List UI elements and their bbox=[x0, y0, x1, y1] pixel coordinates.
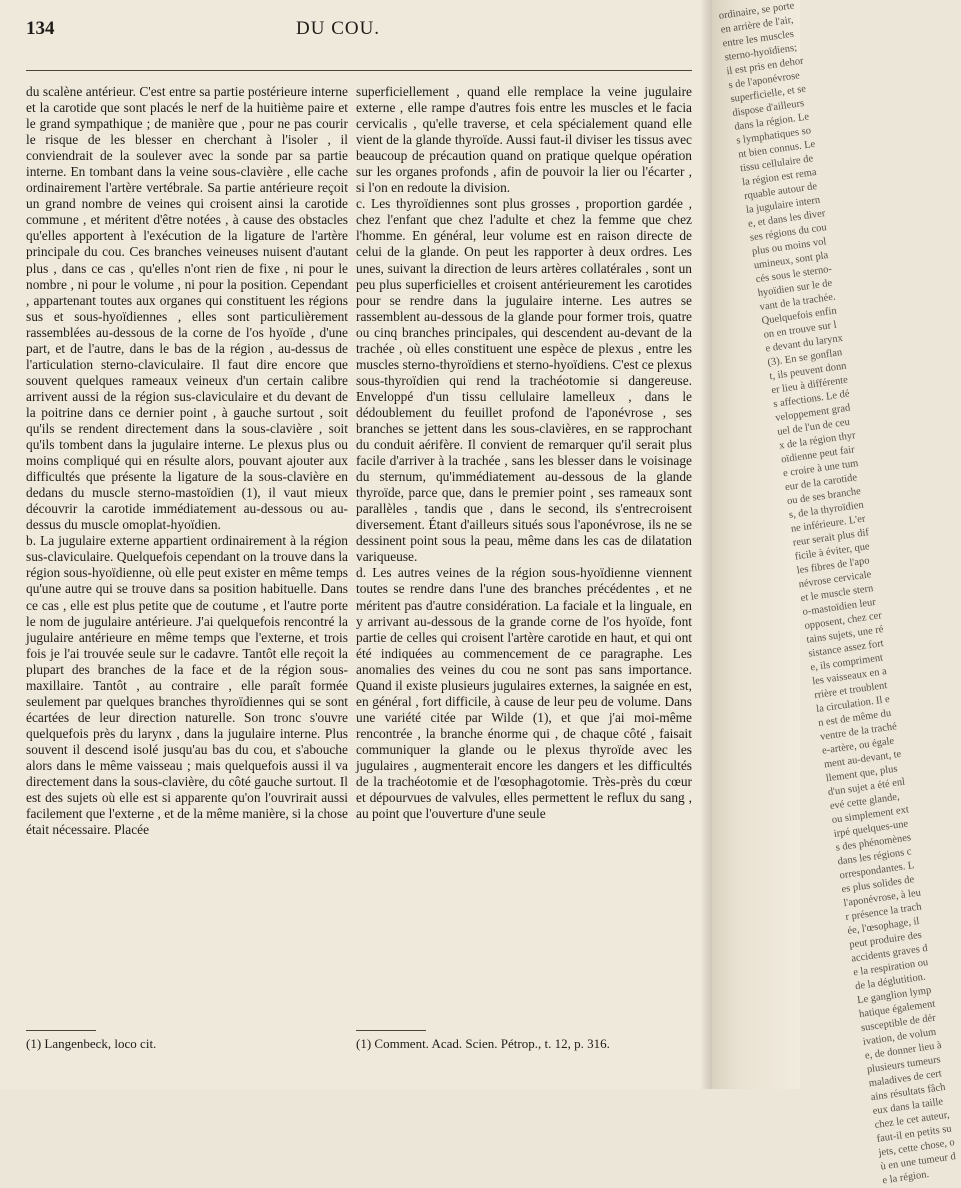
page-number: 134 bbox=[26, 18, 55, 39]
right-paragraph: d. Les autres veines de la région sous-hyoïdienne viennent toutes se rendre dans l'une des branches précédentes , et ne méritent pas d'autre considération. La faciale et la linguale, en y arrivant au-dessous de la grande corne de l'os hyoïde, font partie de celles qui croisent l'artère carotide en haut, et qui ont été indiquées au commencement de ce paragraphe. Les anomalies des veines du cou ne sont pas sans importance. Quand il existe plusieurs jugulaires externes, la saignée en est, en général , fort difficile, à cause de leur peu de volume. Dans une variété citée par Wilde (1), et que j'ai moi-même rencontrée , la branche énorme qui , de chaque côté , faisait communiquer la glande ou le plexus thyroïde avec les jugulaires , augmenterait encore les dangers et les difficultés de la trachéotomie et de l'œsophagotomie. Très-près du cœur et dépourvues de valvules, elles permettent le reflux du sang , au point que l'ouverture d'une seule bbox=[356, 565, 692, 822]
right-column bbox=[356, 84, 692, 822]
right-paragraph: superficiellement , quand elle remplace la veine jugulaire externe , elle rampe d'autres fois entre les muscles et le facia cervicalis , qu'elle traverse, et cela spécialement quand elle vient de la glande thyroïde. Aussi faut-il diviser les tissus avec beaucoup de précaution quand on pratique quelque opération sur les organes profonds , afin de pouvoir la lier ou l'écarter , si l'on en redoute la division. bbox=[356, 84, 692, 196]
header-rule bbox=[26, 70, 692, 71]
footnote-rule-left bbox=[26, 1030, 96, 1031]
page-header bbox=[26, 18, 694, 52]
footnote-right: (1) Comment. Acad. Scien. Pétrop., t. 12, p. 316. bbox=[356, 1036, 610, 1051]
footnote-left: (1) Langenbeck, loco cit. bbox=[26, 1036, 157, 1051]
left-column bbox=[26, 84, 348, 838]
running-title: DU COU. bbox=[296, 18, 381, 39]
left-paragraph: b. La jugulaire externe appartient ordinairement à la région sus-claviculaire. Quelquefois cependant on la trouve dans la région sous-hyoïdienne, où elle peut exister en même temps qu'une autre qui se trouve dans sa position habituelle. Dans ce cas , elle est plus petite que de coutume , et l'autre porte le nom de jugulaire antérieure. J'ai quelquefois rencontré la jugulaire antérieure en même temps que l'externe, et trois fois je l'ai trouvée seule sur le cadavre. Tantôt elle reçoit la plupart des branches de la face et de la région sous-maxillaire. Tantôt , au contraire , elle paraît formée seulement par quelques branches thyroïdiennes qui se sont écartées de leur direction naturelle. Son tronc s'ouvre quelquefois près du larynx , dans la jugulaire interne. Plus souvent il descend isolé jusqu'au bas du cou, et s'abouche alors dans le même vaisseau ; mais quelquefois aussi il va directement dans la sous-clavière, du côté gauche surtout. Il est des sujets où elle est si apparente qu'on l'ouvrirait aussi facilement que l'externe , et de la même manière, si la chose était nécessaire. Placée bbox=[26, 533, 349, 838]
facing-page-text: ordinaire, se porte en arrière de l'air, entre les muscles sterno-hyoïdiens; il est pris en dehors de l'aponévrose superficielle, et se dispose d'ailleurs dans la région. Les lymphatiques sont bien connus. Le tissu cellulaire de la région est remarquable autour de la jugulaire interne, et dans les diverses régions du cou plus ou moins volumineux, sont placés sous le sterno-hyoïdien sur le devant de la trachée. Quelquefois enfin on en trouve sur le devant du larynx (3). En se gonflant, ils peuvent donner lieu à différentes affections. Le développement graduel de l'un de ceux de la région thyroïdienne peut faire croire à une tumeur de la carotide ou de ses branches, de la thyroïdienne inférieure. L'erreur serait plus difficile à éviter, que les fibres de l'aponévrose cervicale et le muscle sterno-mastoïdien leur opposent, chez certains sujets, une résistance assez forte, ils compriment les vaisseaux en arrière et troublent la circulation. Il en est de même du ventre de la trachée-artère, ou également au-devant, tellement que, plus d'un sujet a été enlevé cette glande, ou simplement extirpé quelques-unes des phénomènes dans les régions correspondantes. Les plus solides de l'aponévrose, à leur présence la trachée, l'œsophage, il peut produire des accidents graves de la respiration ou de la déglutition. Le ganglion lymphatique également susceptible de dérivation, de volume, de donner lieu à plusieurs tumeurs maladives de certains résultats fâcheux dans la taille chez le cet auteur, faut-il en petits sujets, cette chose, où en une tumeur de la région. bbox=[718, 0, 957, 1187]
left-paragraph: du scalène antérieur. C'est entre sa partie postérieure interne et la carotide que sont placés le nerf de la huitième paire et le grand sympathique ; de manière que , pour ne pas courir le risque de les blesser en cherchant à l'isoler , il conviendrait de la soulever avec la sonde par sa partie interne. En tombant dans la veine sous-clavière , elle cache ordinairement l'artère vertébrale. Sa partie antérieure reçoit un grand nombre de veines qui croisent ainsi la carotide commune , et méritent d'être notées , à cause des obstacles qu'elles apportent à l'exécution de la ligature de l'artère principale du cou. Ces branches veineuses nuisent d'autant plus , dans ce cas , qu'elles n'ont rien de fixe , ni pour le nombre , ni pour le volume , ni pour la position. Cependant , appartenant toutes aux organes qui constituent les régions sus et sous-hyoïdiennes , elles sont particulièrement rassemblées au-dessous de la corne de l'os hyoïde , d'une part, et de l'autre, dans le bas de la région , au-dessus de l'articulation sterno-claviculaire. Il faut dire encore que souvent quelques rameaux veineux d'un certain calibre arrivent aussi de la région sus-claviculaire et du devant de la poitrine dans ce dernier point , à gauche surtout , soit qu'ils se rendent directement dans la sous-clavière , soit qu'ils tombent dans la jugulaire interne. Le plexus plus ou moins compliqué qui en résulte alors, pouvant ajouter aux difficultés que présente la ligature de la sous-clavière en dedans du muscle sterno-mastoïdien (1), il vaut mieux découvrir la carotide immédiatement au-dessous ou au-dessus du muscle omoplat-hyoïdien. bbox=[26, 84, 348, 533]
facing-page-edge bbox=[712, 0, 957, 1187]
footnote-rule-right bbox=[356, 1030, 426, 1031]
right-paragraph: c. Les thyroïdiennes sont plus grosses , proportion gardée , chez l'enfant que chez l'adulte et chez la femme que chez l'homme. En général, leur volume est en raison directe de celui de la glande. On peut les rapporter à deux ordres. Les unes, suivant la direction de leurs artères collatérales , sont un peu plus superficielles et croisent antérieurement les carotides pour se rendre dans la jugulaire interne. Les autres se rassemblent au-dessous de la glande pour former trois, quatre ou cinq branches principales, qui descendent au-devant de la trachée , où elles constituent une espèce de plexus , entre les muscles sterno-thyroïdiens et sterno-hyoïdiens. C'est ce plexus sous-thyroïdien qui rend la trachéotomie si dangereuse. Enveloppé d'un tissu cellulaire lamelleux , dans le dédoublement du feuillet profond de l'aponévrose , ses branches se jettent dans les sous-clavières, en se rapprochant du conduit aérifère. Il convient de remarquer qu'il serait plus facile d'arriver à la trachée , sans les blesser dans le voisinage du sternum, qu'immédiatement au-dessous de la glande thyroïde, parce que, dans le premier point , ses rameaux sont parallèles , tandis que , dans le second, ils s'entrecroisent diversement. Étant d'ailleurs situés sous l'aponévrose, ils ne se dessinent point sous la peau, même dans les cas de dilatation variqueuse. bbox=[356, 196, 692, 565]
